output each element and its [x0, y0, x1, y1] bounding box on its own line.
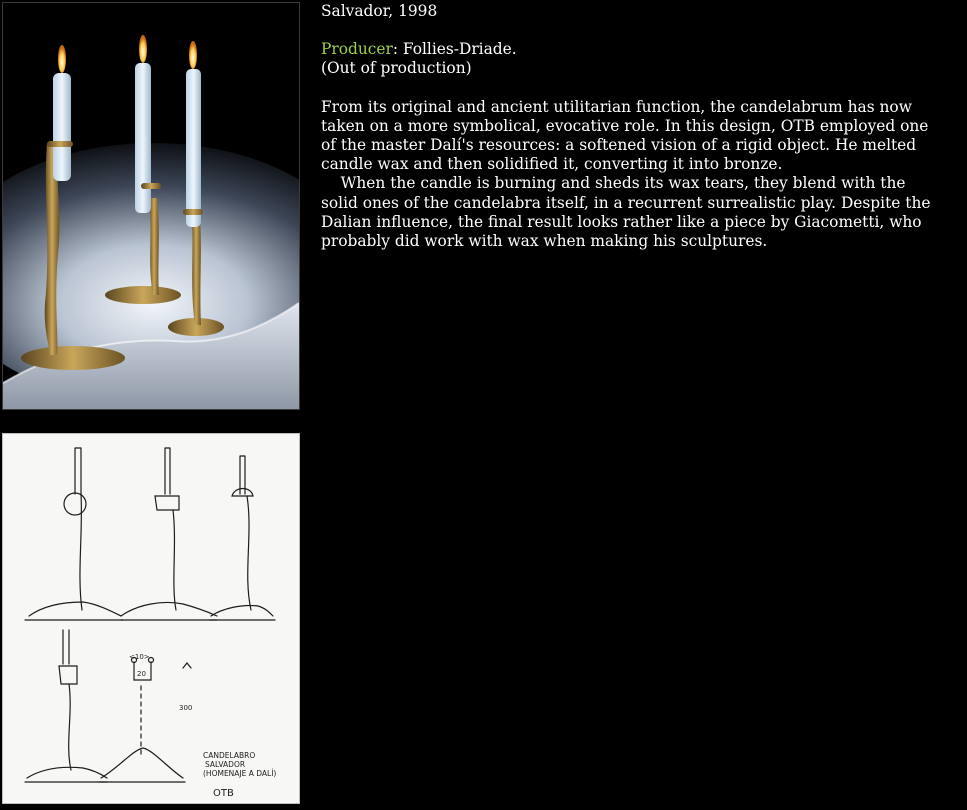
design-sketch: [2, 433, 300, 804]
sketch-caption-line-1: CANDELABRO: [203, 751, 256, 760]
producer-separator: :: [392, 40, 403, 59]
candelabra-photo-image: [3, 3, 299, 409]
sketch-signature: OTB: [213, 788, 234, 799]
sketch-dim-height: 300: [179, 704, 193, 712]
production-status: (Out of production): [321, 59, 472, 78]
producer-label: Producer: [321, 40, 393, 59]
product-description: [321, 98, 931, 252]
product-title: [321, 2, 931, 21]
description-paragraph-1: From its original and ancient utilitarian function, the candelabrum has now taken on a more symbolical, evocative role. In this design, OTB employed one of the master Dalí's resources: a softened vision of a rigid object. He melted candle wax and then solidified it, converting it into bronze.: [321, 97, 929, 174]
product-year: , 1998: [388, 2, 438, 20]
sketch-dim-mid: 20: [137, 670, 146, 678]
description-paragraph-2: When the candle is burning and sheds its wax tears, they blend with the solid ones of the candelabra itself, in a recurrent surrealistic play. Despite the Dalian influence, the final result looks rather like a piece by Giacometti, who probably did work with wax when making his sculptures.: [321, 174, 931, 251]
sketch-caption-line-2: SALVADOR: [205, 760, 246, 769]
candelabra-photo: [2, 2, 300, 410]
producer-line: [321, 40, 931, 59]
sketch-dim-top: <10>: [129, 653, 150, 661]
producer-value: Follies-Driade.: [402, 40, 517, 59]
sketch-caption-line-3: (HOMENAJE A DALÍ): [203, 769, 277, 778]
product-info: [321, 2, 931, 251]
design-sketch-drawing: [3, 434, 299, 803]
product-name: Salvador: [321, 2, 389, 20]
